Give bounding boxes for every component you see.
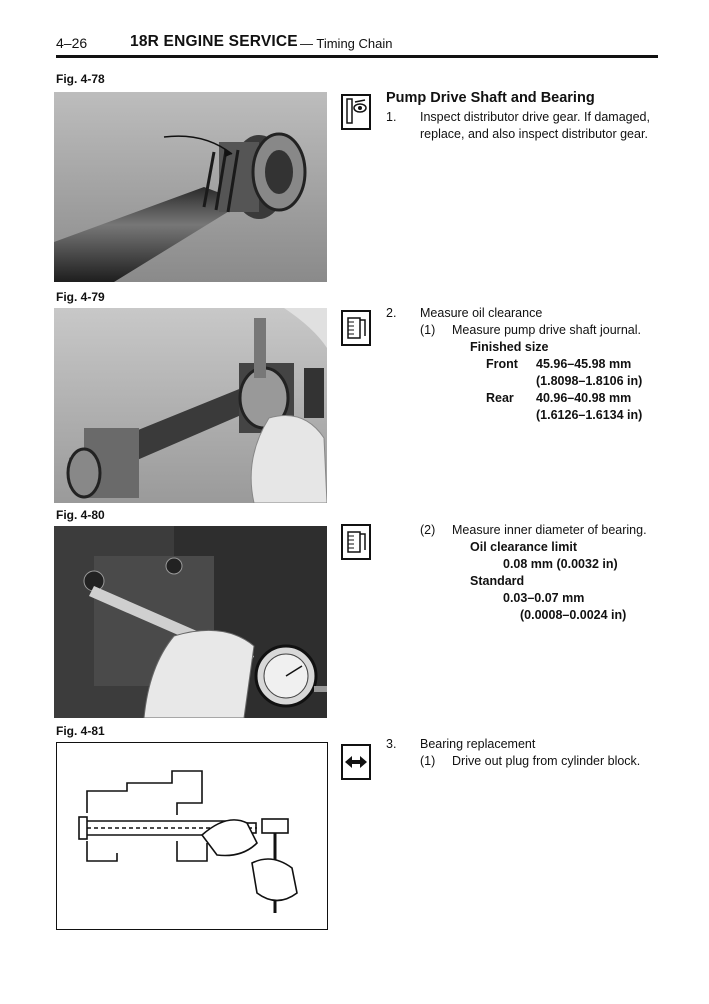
spec-label-rear: Rear bbox=[486, 391, 514, 405]
step-number: 3. bbox=[386, 737, 397, 751]
fig-4-80-photo bbox=[54, 526, 327, 718]
page-number: 4–26 bbox=[56, 35, 88, 51]
page-subtitle: — Timing Chain bbox=[300, 36, 393, 51]
fig-4-79-label: Fig. 4-79 bbox=[56, 290, 105, 304]
spec-value: 40.96–40.98 mm bbox=[536, 391, 632, 405]
substep-number: (1) bbox=[420, 323, 436, 337]
fig-4-80-label: Fig. 4-80 bbox=[56, 508, 105, 522]
spec-value: (1.8098–1.8106 in) bbox=[536, 374, 643, 388]
step-text: Measure oil clearance bbox=[420, 306, 543, 320]
fig-4-78-label: Fig. 4-78 bbox=[56, 72, 105, 86]
spec-value: 0.03–0.07 mm bbox=[503, 591, 585, 605]
spec-value: (0.0008–0.0024 in) bbox=[520, 608, 627, 622]
fig-4-78-photo bbox=[54, 92, 327, 282]
spec-label: Standard bbox=[470, 574, 525, 588]
substep-number: (2) bbox=[420, 523, 436, 537]
step-text: Bearing replacement bbox=[420, 737, 536, 751]
substep-text: Measure pump drive shaft journal. bbox=[452, 323, 641, 337]
spec-value: 0.08 mm (0.0032 in) bbox=[503, 557, 618, 571]
step-text: Inspect distributor drive gear. If damaged, bbox=[420, 110, 650, 124]
spec-label: Oil clearance limit bbox=[470, 540, 577, 554]
spec-label-front: Front bbox=[486, 357, 518, 371]
substep-number: (1) bbox=[420, 754, 436, 768]
spec-value: (1.6126–1.6134 in) bbox=[536, 408, 643, 422]
step-number: 2. bbox=[386, 306, 397, 320]
fig-4-81-diagram bbox=[56, 742, 328, 930]
fig-4-81-label: Fig. 4-81 bbox=[56, 724, 105, 738]
inspect-eye-icon bbox=[341, 94, 371, 130]
measure-hand-icon bbox=[341, 310, 371, 346]
measure-hand-icon bbox=[341, 524, 371, 560]
replace-arrows-icon bbox=[341, 744, 371, 780]
fig-4-79-photo bbox=[54, 308, 327, 503]
substep-text: Drive out plug from cylinder block. bbox=[452, 754, 641, 768]
step-text: replace, and also inspect distributor gear. bbox=[420, 127, 648, 141]
substep-text: Measure inner diameter of bearing. bbox=[452, 523, 647, 537]
spec-label: Finished size bbox=[470, 340, 549, 354]
page-title: 18R ENGINE SERVICE bbox=[130, 33, 298, 50]
section-title-pump-drive-shaft: Pump Drive Shaft and Bearing bbox=[386, 90, 595, 106]
step-number: 1. bbox=[386, 110, 397, 124]
header-rule bbox=[56, 55, 658, 58]
spec-value: 45.96–45.98 mm bbox=[536, 357, 632, 371]
